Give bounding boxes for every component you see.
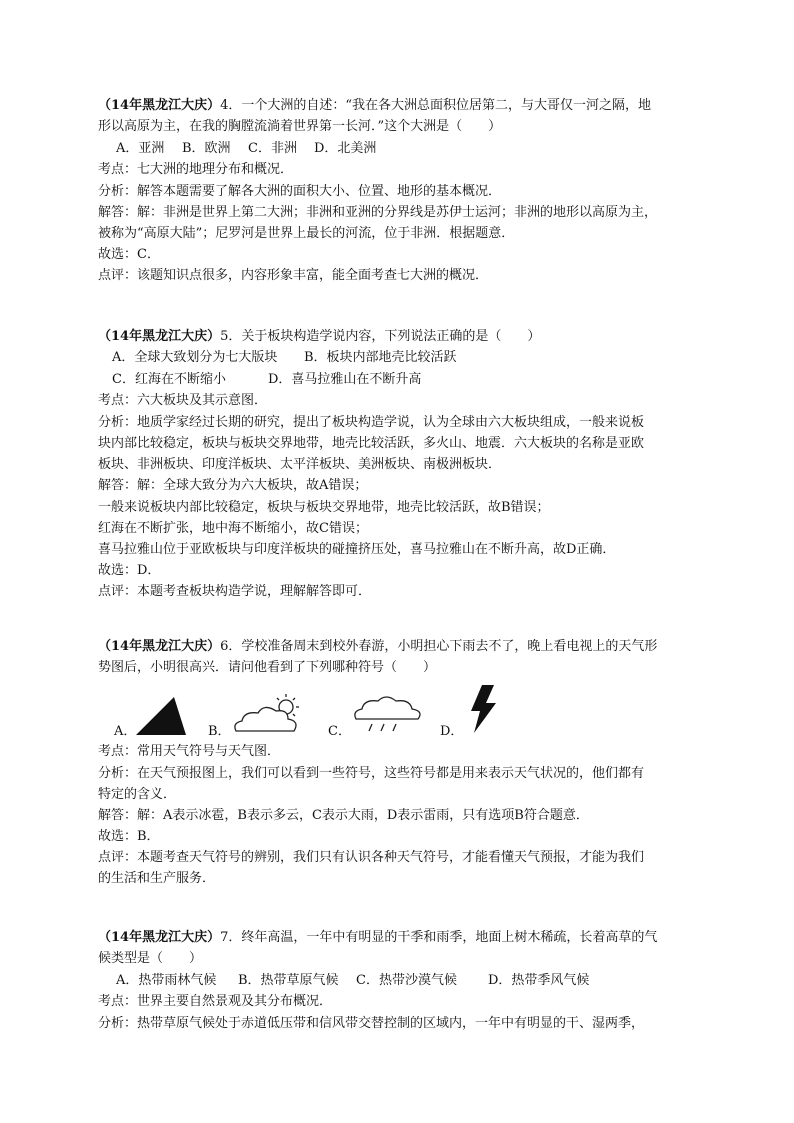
option-c: C．非洲 [248,141,297,156]
kaodian: 考点：世界主要自然景观及其分布概况． [98,994,333,1009]
question-stem: （14年黑龙江大庆）6．学校准备周末到校外春游，小明担心下雨去不了，晚上看电视上的天气形 [98,639,658,654]
options-row [98,348,698,368]
option-b: B．热带草原气候 [238,973,339,988]
question-stem: （14年黑龙江大庆）4．一个大洲的自述：“我在各大洲总面积位居第二，与大哥仅一河之隔，地 [98,98,652,113]
comment-line: 的生活和生产服务． [98,871,216,886]
analysis-line: 板块、非洲板块、印度洋板块、太平洋板块、美洲板块、南极洲板块． [98,457,502,472]
question-stem-continued: 候类型是（ ） [98,951,203,966]
answer-line: 被称为“高原大陆”；尼罗河是世界上最长的河流，位于非洲．根据题意． [98,226,515,241]
kaodian: 考点：常用天气符号与天气图． [98,744,281,759]
options-row [98,370,698,390]
option-b: B．板块内部地壳比较活跃 [304,350,457,365]
option-a: A． [114,724,137,739]
hail-icon [134,693,188,737]
analysis-line: 分析：地质学家经过长期的研究，提出了板块构造学说，认为全球由六大板块组成，一般来说板 [98,415,645,430]
analysis-line: 分析：解答本题需要了解各大洲的面积大小、位置、地形的基本概况． [98,184,502,199]
option-c: C． [328,724,351,739]
option-a: A．亚洲 [116,141,165,156]
option-a: A．全球大致划分为七大版块 [112,350,278,365]
answer-line: 一般来说板块内部比较稳定，板块与板块交界地带，地壳比较活跃，故B错误； [98,500,550,515]
answer-choice: 故选：D． [98,563,161,578]
option-c: C．红海在不断缩小 [112,372,226,387]
analysis-line: 特定的含义． [98,787,177,802]
options-row [98,139,698,159]
analysis-line: 分析：在天气预报图上，我们可以看到一些符号，这些符号都是用来表示天气状况的，他们都有 [98,766,645,781]
answer-line: 喜马拉雅山位于亚欧板块与印度洋板块的碰撞挤压处，喜马拉雅山在不断升高，故D正确． [98,542,616,557]
answer-line: 红海在不断扩张，地中海不断缩小，故C错误； [98,521,368,536]
answer-choice: 故选：B． [98,829,160,844]
analysis-line: 分析：热带草原气候处于赤道低压带和信风带交替控制的区域内，一年中有明显的干、湿两季， [98,1016,645,1031]
question-source: （14年黑龙江大庆） [98,639,221,654]
question-stem-continued: 势图后，小明很高兴．请问他看到了下列哪种符号（ ） [98,660,437,675]
kaodian: 考点：七大洲的地理分布和概况． [98,162,294,177]
options-row [98,971,698,991]
question-source: （14年黑龙江大庆） [98,98,221,113]
analysis-line: 块内部比较稳定，板块与板块交界地带，地壳比较活跃，多火山、地震．六大板块的名称是亚欧 [98,436,645,451]
answer-line: 解答：解：A表示冰雹，B表示多云，C表示大雨，D表示雷雨，只有选项B符合题意． [98,808,589,823]
option-b: B．欧洲 [182,141,231,156]
option-d: D．热带季风气候 [488,973,590,988]
question-stem-continued: 形以高原为主，在我的胸膛流淌着世界第一长河．”这个大洲是（ ） [98,119,502,134]
comment-line: 点评：该题知识点很多，内容形象丰富，能全面考查七大洲的概况． [98,268,489,283]
comment-line: 点评：本题考查天气符号的辨别，我们只有认识各种天气符号，才能看懂天气预报，才能为我们 [98,850,645,865]
option-c: C．热带沙漠气候 [356,973,457,988]
option-d: D．北美洲 [314,141,377,156]
question-source: （14年黑龙江大庆） [98,930,221,945]
question-source: （14年黑龙江大庆） [98,329,221,344]
question-stem: （14年黑龙江大庆）5．关于板块构造学说内容，下列说法正确的是（ ） [98,329,541,344]
option-d: D．喜马拉雅山在不断升高 [268,372,422,387]
comment-line: 点评：本题考查板块构造学说，理解解答即可． [98,584,372,599]
option-a: A．热带雨林气候 [116,973,217,988]
heavy-rain-icon [350,691,426,737]
answer-line: 解答：解：非洲是世界上第二大洲；非洲和亚洲的分界线是苏伊士运河；非洲的地形以高原为主， [98,205,658,220]
answer-line: 解答：解：全球大致分为六大板块，故A错误； [98,478,368,493]
option-d: D． [440,724,464,739]
partly-cloudy-icon [230,689,310,737]
thunderstorm-icon [468,685,498,735]
option-b: B． [208,724,231,739]
question-stem: （14年黑龙江大庆）7．终年高温，一年中有明显的干季和雨季，地面上树木稀疏，长着高草的气 [98,930,658,945]
answer-choice: 故选：C． [98,247,160,262]
kaodian: 考点：六大板块及其示意图． [98,393,268,408]
